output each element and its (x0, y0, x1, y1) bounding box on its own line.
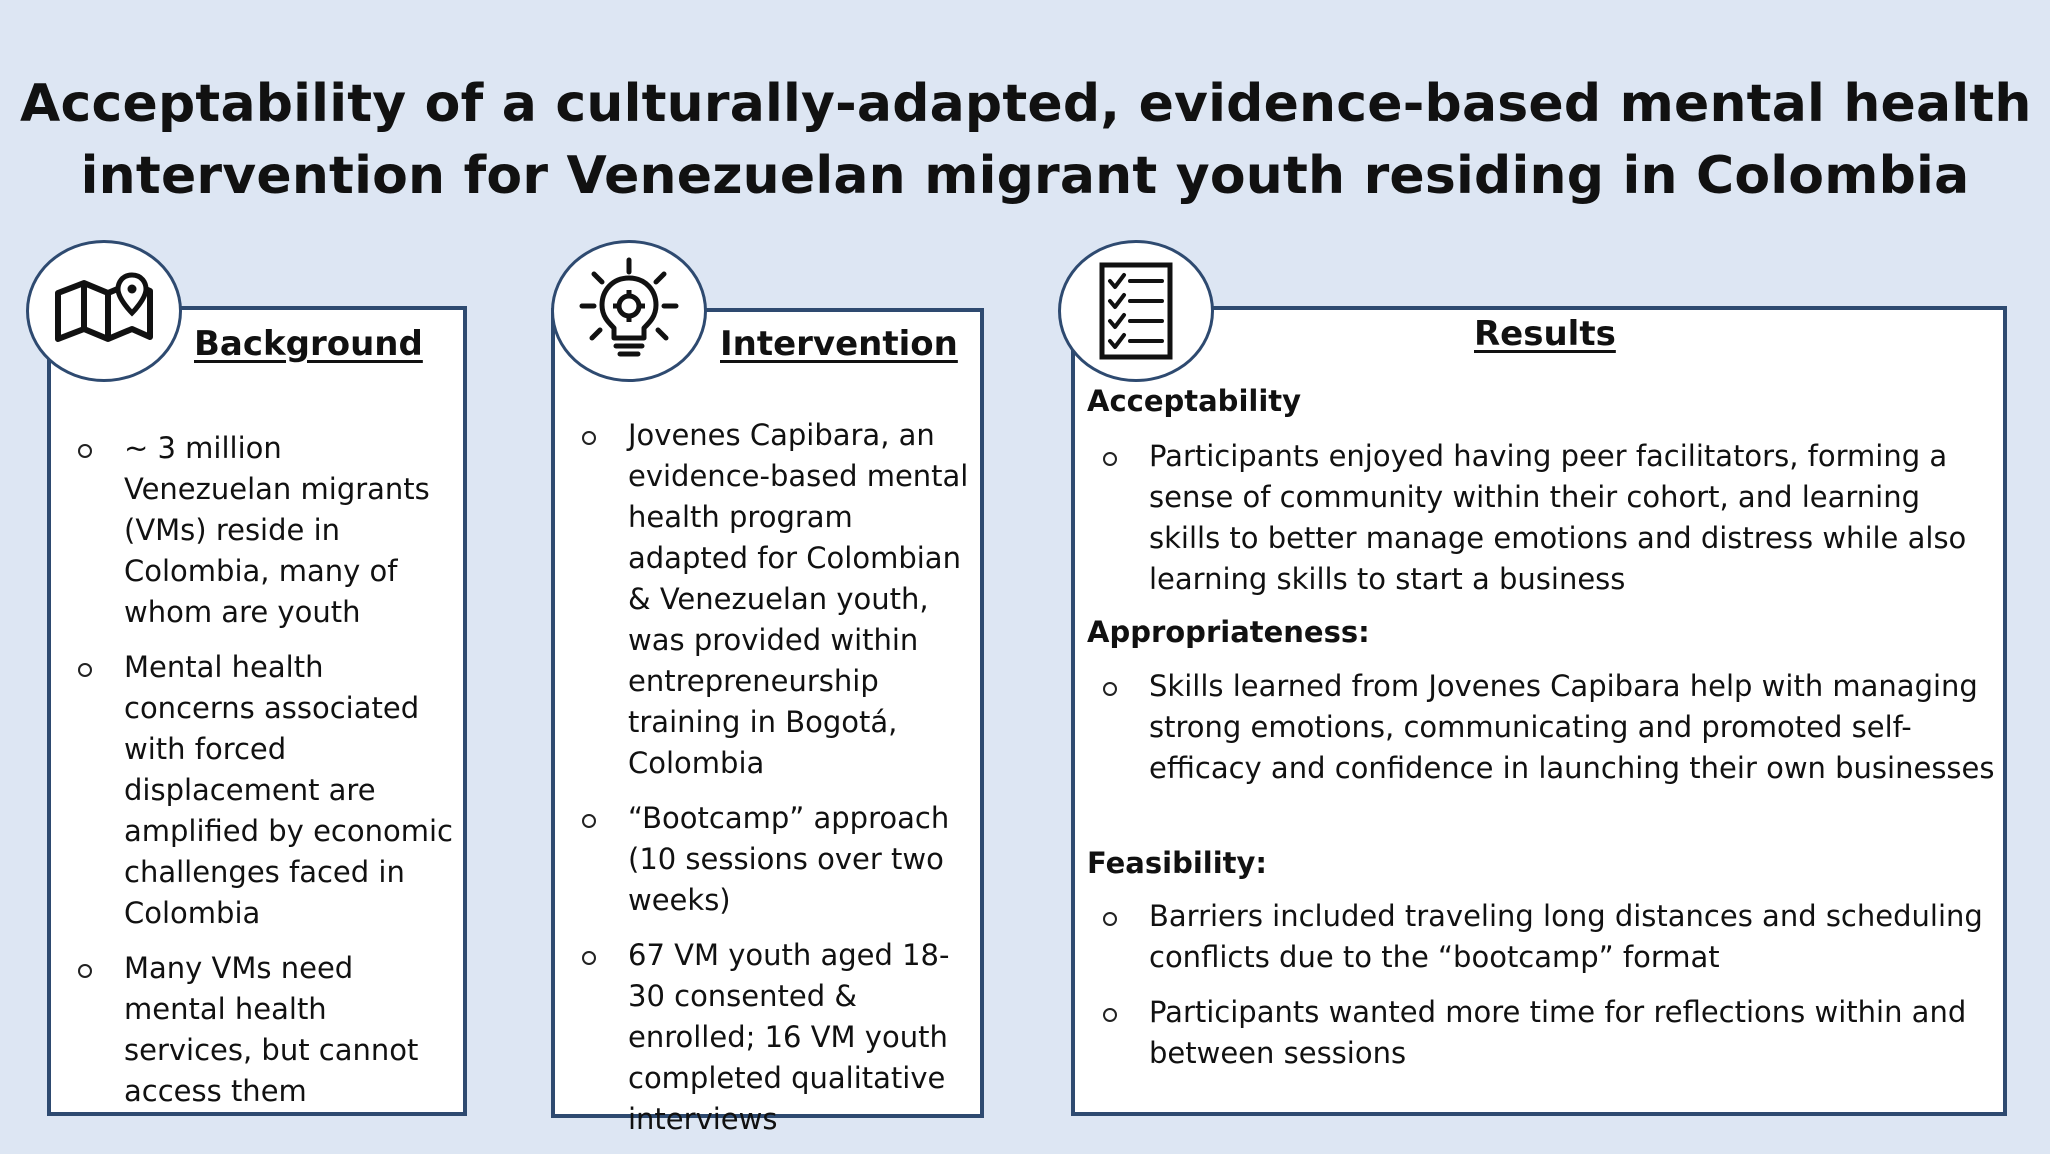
list-item: Jovenes Capibara, an evidence-based mental health program adapted for Colombian & Venezuelan youth, was provided within entrepreneurship training in Bogotá, Colombia (566, 415, 972, 784)
list-item: ~ 3 million Venezuelan migrants (VMs) reside in Colombia, many of whom are youth (62, 428, 454, 633)
results-heading: Results (1474, 314, 1616, 354)
map-pin-icon (52, 271, 156, 351)
section-title-feasibility: Feasibility: (1087, 846, 1268, 880)
checklist-icon (1096, 261, 1176, 361)
list-item: “Bootcamp” approach (10 sessions over two weeks) (566, 798, 972, 921)
title-line-1: Acceptability of a culturally-adapted, evidence-based mental health (20, 74, 2032, 134)
list-item: 67 VM youth aged 18-30 consented & enrolled; 16 VM youth completed qualitative interviews (566, 935, 972, 1140)
list-item: Barriers included traveling long distances and scheduling conflicts due to the “bootcamp” format (1087, 896, 1997, 978)
list-item: Mental health concerns associated with forced displacement are amplified by economic challenges faced in Colombia (62, 647, 454, 934)
acceptability-list (1087, 436, 1997, 614)
background-icon-circle (26, 240, 182, 382)
list-item: Many VMs need mental health services, but cannot access them (62, 948, 454, 1112)
intervention-heading: Intervention (720, 324, 958, 364)
appropriateness-list (1087, 666, 1997, 803)
background-heading: Background (194, 324, 423, 364)
list-item: Participants wanted more time for reflections within and between sessions (1087, 992, 1997, 1074)
intervention-icon-circle (551, 240, 707, 382)
lightbulb-gear-icon (574, 256, 684, 366)
section-title-appropriateness: Appropriateness: (1087, 615, 1370, 649)
intervention-list (566, 415, 972, 1154)
title-line-2: intervention for Venezuelan migrant youth residing in Colombia (80, 146, 1970, 206)
page-title (20, 68, 2030, 212)
background-list (62, 428, 454, 1126)
section-title-acceptability: Acceptability (1087, 384, 1302, 418)
feasibility-list (1087, 896, 1997, 1088)
list-item: Skills learned from Jovenes Capibara help with managing strong emotions, communicating and promoted self-efficacy and confidence in launching their own businesses (1087, 666, 1997, 789)
results-icon-circle (1058, 240, 1214, 382)
list-item: Participants enjoyed having peer facilitators, forming a sense of community within their cohort, and learning skills to better manage emotions and distress while also learning skills to start a business (1087, 436, 1997, 600)
